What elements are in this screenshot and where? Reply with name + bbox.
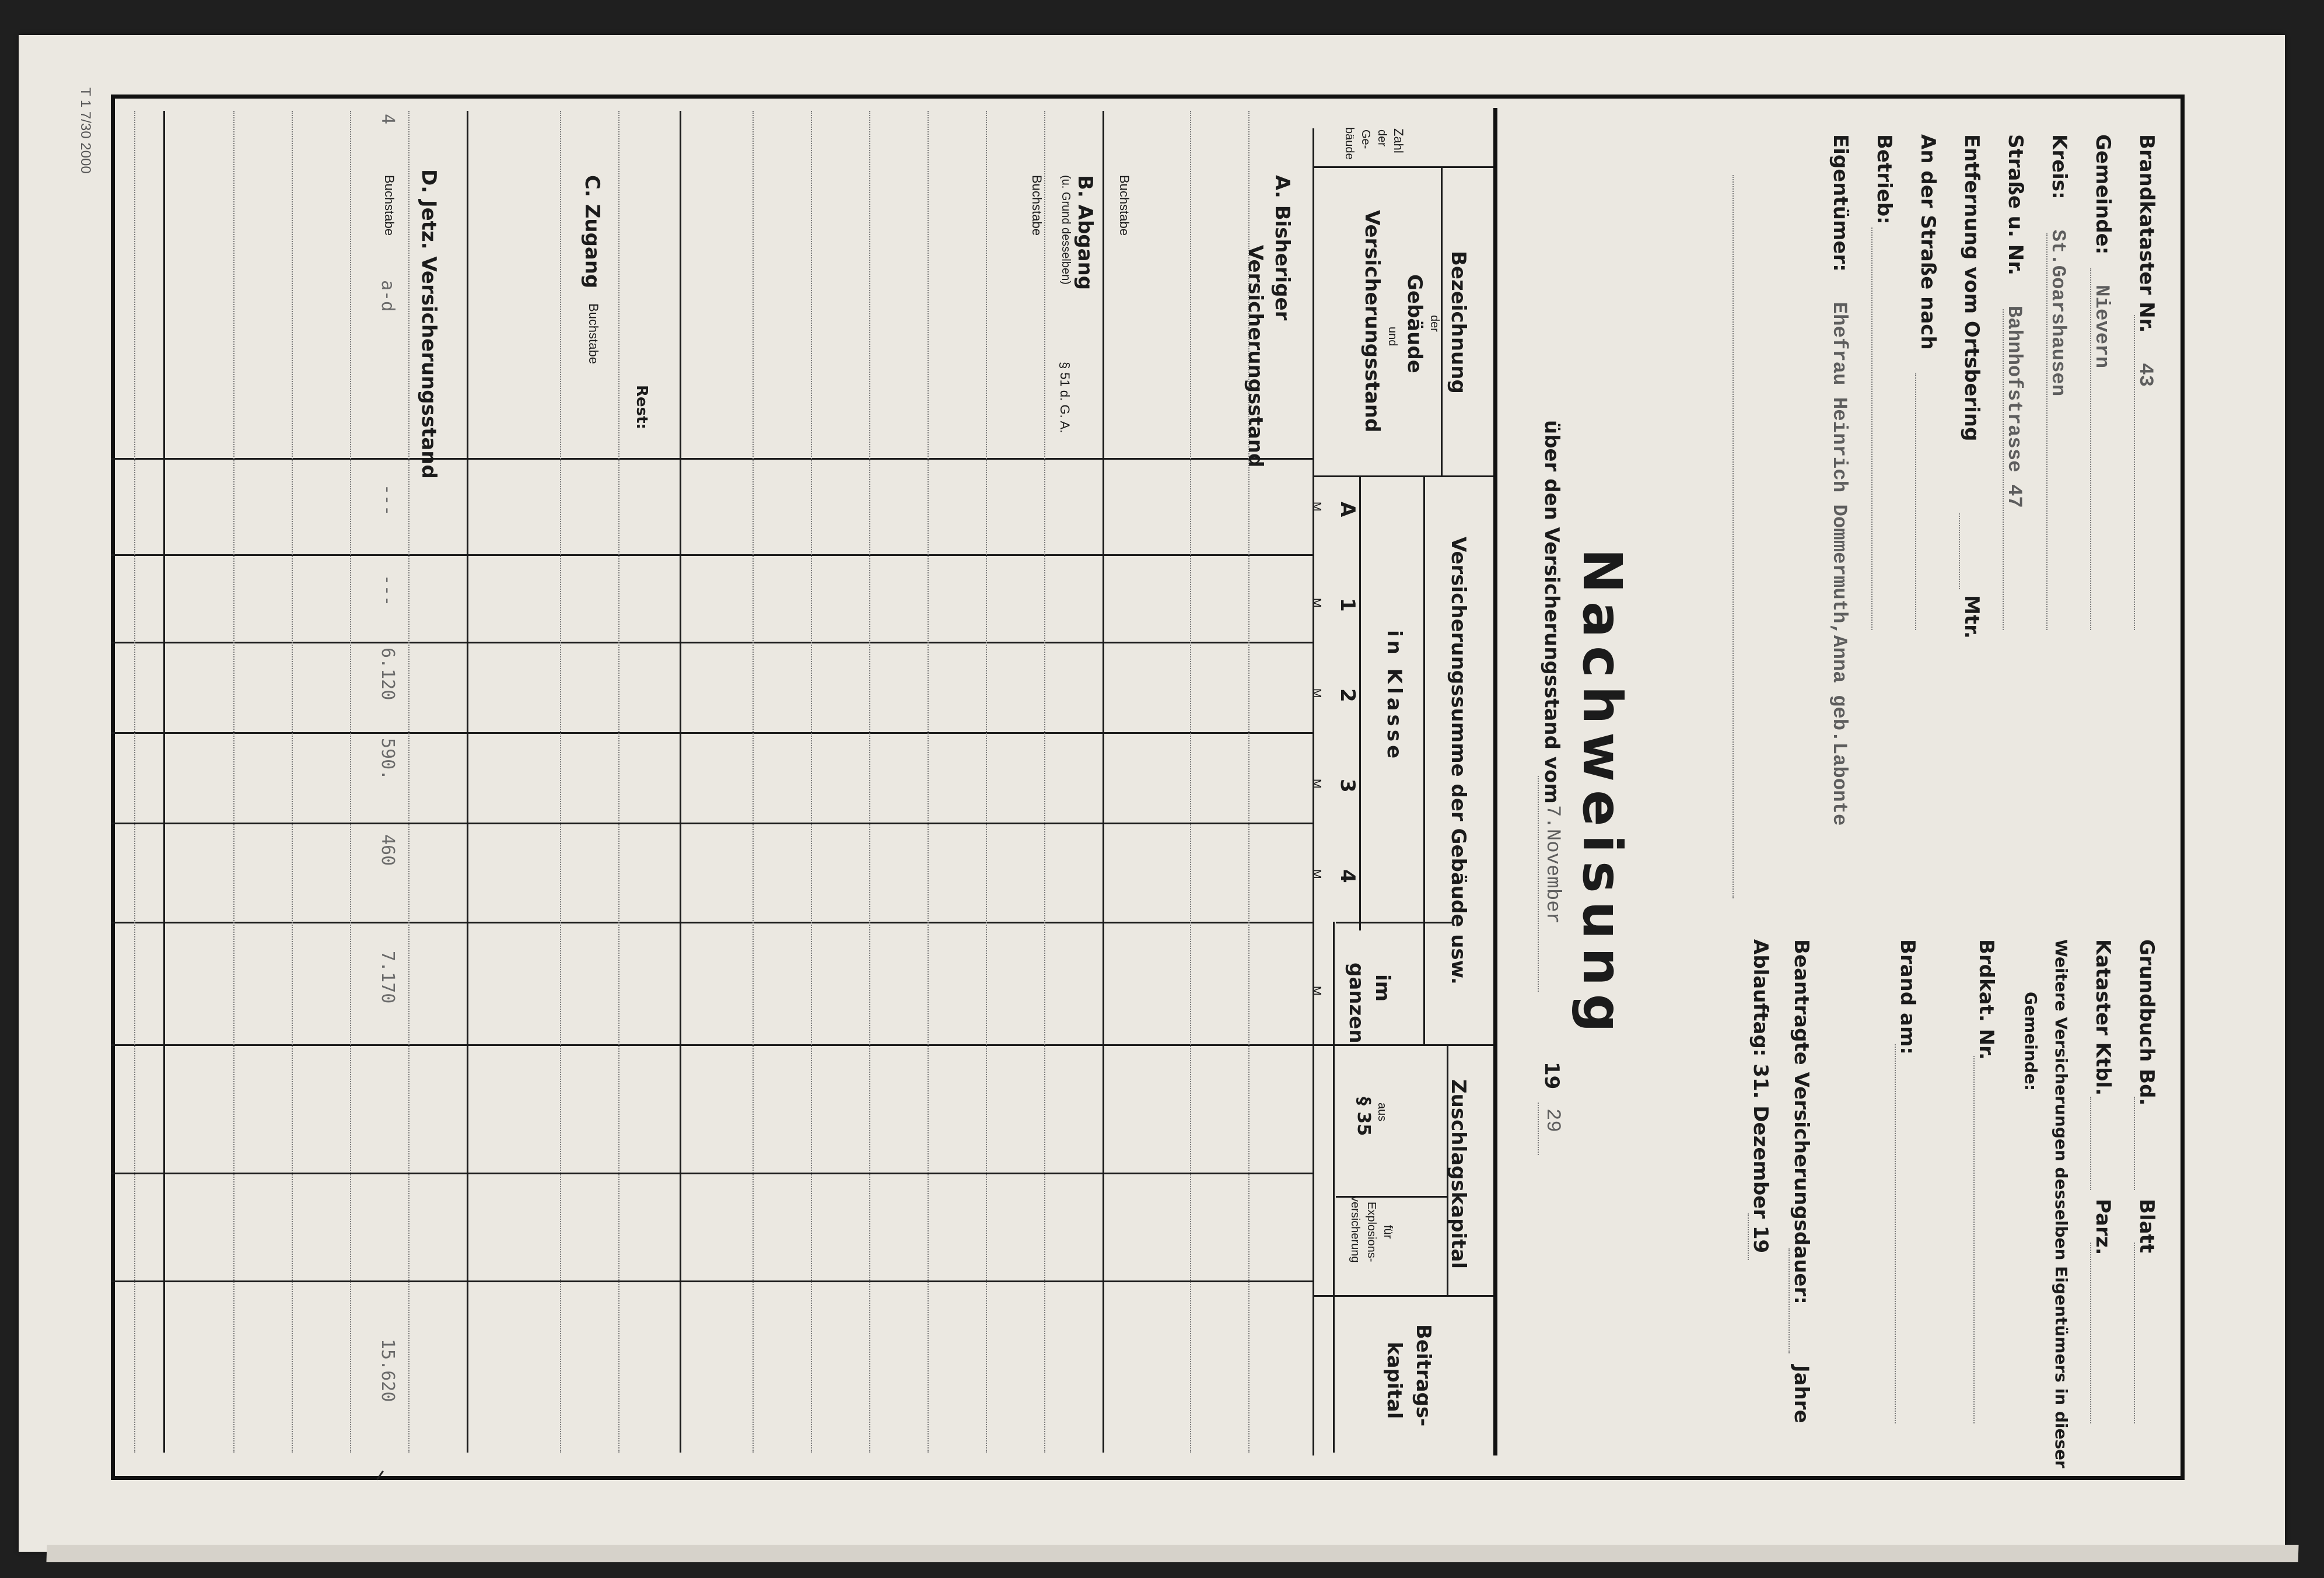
entfernung-unit: Mtr. <box>1960 595 1983 639</box>
section-b-buchstabe: Buchstabe <box>1030 175 1044 236</box>
grundbuch-label: Grundbuch Bd. <box>2135 939 2158 1106</box>
section-c-title: C. Zugang <box>580 175 604 289</box>
section-b-title: B. Abgang <box>1073 175 1097 291</box>
form-sheet <box>19 35 2285 1552</box>
currency-1: M <box>1310 598 1323 608</box>
value-im-ganzen[interactable]: 7.170 <box>377 951 398 1004</box>
zahl-der-gebaeude-header: Zahl <box>1391 128 1406 153</box>
section-d-buchstabe: Buchstabe <box>382 175 397 236</box>
kreis-label: Kreis: <box>2048 134 2071 200</box>
in-klasse-header: in Klasse <box>1382 630 1406 762</box>
value-beitragskapital[interactable]: 15.620 <box>377 1339 398 1402</box>
value-klasse-a[interactable]: --- <box>377 484 398 516</box>
value-klasse-4[interactable]: 460 <box>377 834 398 866</box>
currency-a: M <box>1310 502 1323 512</box>
value-klasse-2[interactable]: 6.120 <box>377 648 398 701</box>
print-mark: T 1 7/30 2000 <box>78 88 93 174</box>
frame-right <box>2180 95 2185 1480</box>
beantragte-label: Beantragte Versicherungsdauer: <box>1790 939 1813 1304</box>
im-ganzen-header: im <box>1371 974 1394 1002</box>
weitere-line1: Weitere Versicherungen desselben Eigentümers in dieser <box>2052 939 2071 1468</box>
klasse-1: 1 <box>1336 598 1359 612</box>
jahre-label: Jahre <box>1790 1365 1813 1423</box>
strasse-label: Straße u. Nr. <box>2004 134 2027 276</box>
title-separator <box>1493 108 1497 1455</box>
frame-left <box>111 95 115 1480</box>
parz-label: Parz. <box>2091 1199 2115 1255</box>
aus-35-header: § 35 <box>1353 1097 1374 1136</box>
weitere-line2: Gemeinde: <box>2021 992 2041 1091</box>
brandkataster-value[interactable]: 43 <box>2134 363 2156 387</box>
frame-bottom <box>111 1476 2185 1480</box>
eigentuemer-value[interactable]: Ehefrau Heinrich Dommermuth,Anna geb.Labonte <box>1828 302 1850 826</box>
entfernung-label: Entfernung vom Ortsbering <box>1960 134 1983 442</box>
currency-total: M <box>1310 986 1323 996</box>
blatt-label: Blatt <box>2135 1199 2158 1254</box>
value-klasse-1[interactable]: --- <box>377 575 398 607</box>
ablauf-label: Ablauftag: 31. Dezember 19 <box>1749 939 1772 1254</box>
eigentuemer-label: Eigentümer: <box>1829 134 1852 272</box>
rest-label: Rest: <box>633 385 650 429</box>
currency-3: M <box>1310 779 1323 789</box>
zuschlag-header: Zuschlagskapital <box>1447 1079 1470 1269</box>
brandkataster-label: Brandkataster Nr. <box>2135 134 2158 333</box>
an-der-strasse-label: An der Straße nach <box>1916 134 1940 350</box>
summe-header: Versicherungssumme der Gebäude usw. <box>1447 537 1470 985</box>
beitrag-header: Beitrags- <box>1412 1324 1435 1427</box>
paper-edge <box>46 1545 2298 1562</box>
gemeinde-label: Gemeinde: <box>2091 134 2115 255</box>
frame-top <box>111 95 2185 99</box>
section-b-ref: § 51 d. G. A. <box>1058 362 1072 433</box>
date-value[interactable]: 7.November <box>1541 805 1563 925</box>
section-a-buchstabe: Buchstabe <box>1117 175 1132 236</box>
brdkat-label: Brdkat. Nr. <box>1975 939 1998 1060</box>
klasse-a: A <box>1336 502 1359 517</box>
year-prefix: 19 <box>1540 1062 1563 1090</box>
kreis-value[interactable]: St.Goarshausen <box>2046 229 2068 397</box>
bezeichnung-header: Bezeichnung <box>1447 251 1470 394</box>
section-d-zahl[interactable]: 4 <box>377 114 398 125</box>
section-a-title: A. Bisheriger <box>1270 175 1294 321</box>
page-title: Nachweisung <box>1571 548 1633 1041</box>
betrieb-label: Betrieb: <box>1873 134 1896 225</box>
klasse-2: 2 <box>1336 688 1359 702</box>
explosion-header: Explosions- <box>1365 1202 1378 1262</box>
section-d-title: D. Jetz. Versicherungsstand <box>417 169 440 479</box>
currency-2: M <box>1310 688 1323 698</box>
year-value[interactable]: 29 <box>1541 1108 1563 1132</box>
kataster-label: Kataster Ktbl. <box>2091 939 2115 1096</box>
title-sub: über den Versicherungsstand vom <box>1540 420 1563 804</box>
section-c-buchstabe: Buchstabe <box>586 303 601 364</box>
value-klasse-3[interactable]: 590. <box>377 738 398 781</box>
brand-am-label: Brand am: <box>1896 939 1919 1055</box>
klasse-3: 3 <box>1336 779 1359 793</box>
gemeinde-value[interactable]: Nievern <box>2090 285 2112 368</box>
klasse-4: 4 <box>1336 869 1359 883</box>
currency-4: M <box>1310 869 1323 879</box>
strasse-value[interactable]: Bahnhofstrasse 47 <box>2003 305 2025 508</box>
section-d-buchstabe-value[interactable]: a-d <box>377 280 398 312</box>
